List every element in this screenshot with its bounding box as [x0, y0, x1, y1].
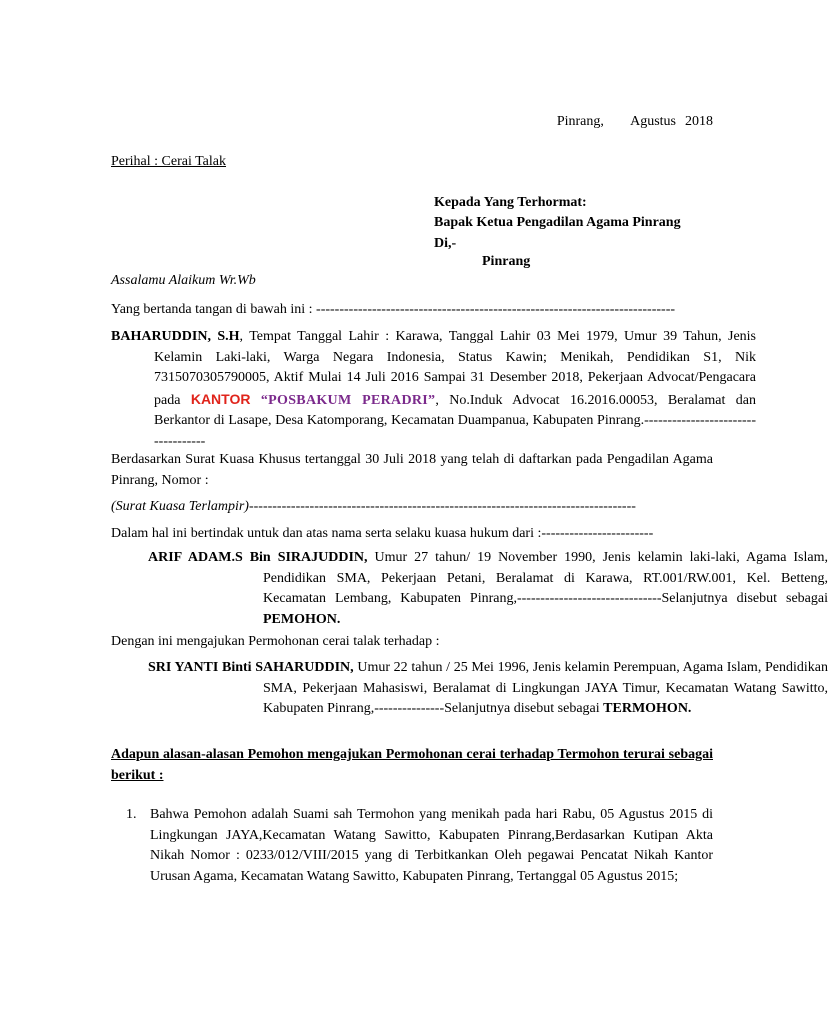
- counsel-details-1: , Tempat Tanggal Lahir : Karawa, Tanggal Lahir 03 Mei 1979, Umur 39 Tahun, Jenis Kelamin Laki-laki, Warga Negara Indonesia, Status Kawin; Menikah, Pendidikan S1, Nik 7315070305790005, Aktif Mulai 14 Juli 2016 Sampai 31 Desember 2018, Pekerjaan Advocat/Pengacara pada: [154, 329, 756, 408]
- item-number: 1.: [126, 807, 137, 822]
- intro-line: Yang bertanda tangan di bawah ini : -----------------------------------------------------------------------------: [111, 302, 676, 317]
- reasons-heading: Adapun alasan-alasan Pemohon mengajukan Permohonan cerai terhadap Termohon terurai sebagai berikut :: [111, 747, 713, 783]
- petitioner-details: Umur 27 tahun/ 19 November 1990, Jenis kelamin laki-laki, Agama Islam, Pendidikan SMA, Pekerjaan Petani, Beralamat di Karawa, RT.001/RW.001, Kel. Betteng, Kecamatan Lembang, Kabupaten Pinrang,-------------------------------Selanjutnya disebut sebagai: [263, 550, 828, 606]
- respondent-role: TERMOHON.: [603, 701, 692, 716]
- office-name: “POSBAKUM PERADRI”: [260, 392, 436, 408]
- filing-line: Dengan ini mengajukan Permohonan cerai talak terhadap :: [111, 634, 440, 649]
- respondent-name: SRI YANTI Binti SAHARUDDIN,: [148, 660, 354, 675]
- petitioner-role: PEMOHON.: [263, 611, 341, 627]
- recipient-line-2: Bapak Ketua Pengadilan Agama Pinrang: [434, 215, 681, 230]
- recipient-line-1: Kepada Yang Terhormat:: [434, 195, 587, 210]
- counsel-paragraph: [111, 327, 756, 452]
- counsel-name: BAHARUDDIN, S.H: [111, 329, 240, 344]
- acting-on-behalf-line: Dalam hal ini bertindak untuk dan atas nama serta selaku kuasa hukum dari :------------------------: [111, 526, 654, 541]
- attachment-dashes: -----------------------------------------------------------------------------------: [248, 499, 636, 514]
- item-text: Bahwa Pemohon adalah Suami sah Termohon yang menikah pada hari Rabu, 05 Agustus 2015 di Lingkungan JAYA,Kecamatan Watang Sawitto, Kabupaten Pinrang,Berdasarkan Kutipan Akta Nikah Nomor : 0233/012/VIII/2015 yang di Terbitkankan Oleh pegawai Pencatat Nikah Kantor Urusan Agama, Kecamatan Watang Sawitto, Kabupaten Pinrang, Tertanggal 05 Agustus 2015;: [150, 807, 713, 884]
- subject-line: Perihal : Cerai Talak: [111, 154, 227, 169]
- petitioner-paragraph: [148, 548, 828, 630]
- attachment-line: [111, 497, 713, 518]
- office-label: KANTOR: [190, 390, 251, 407]
- counsel-details-2: , No.Induk Advocat 16.2016.00053, Beralamat dan Berkantor di Lasape, Desa Katomporang, Kecamatan Duampanua, Kabupaten Pinrang.-----------------------------------: [154, 392, 756, 449]
- respondent-details: Umur 22 tahun / 25 Mei 1996, Jenis kelamin Perempuan, Agama Islam, Pendidikan SMA, Pekerjaan Mahasiswi, Beralamat di Lingkungan JAYA Timur, Kecamatan Watang Sawitto, Kabupaten Pinrang,---------------Selanjutnya disebut sebagai: [263, 660, 828, 716]
- letter-date: Pinrang, Agustus 2018: [556, 114, 713, 129]
- attachment-note: (Surat Kuasa Terlampir): [111, 499, 249, 514]
- petitioner-name: ARIF ADAM.S Bin SIRAJUDDIN,: [148, 550, 368, 565]
- power-of-attorney-paragraph: Berdasarkan Surat Kuasa Khusus tertanggal 30 Juli 2018 yang telah di daftarkan pada Pengadilan Agama Pinrang, Nomor :: [111, 452, 713, 488]
- greeting: Assalamu Alaikum Wr.Wb: [111, 273, 256, 288]
- recipient-city: Pinrang: [482, 254, 531, 269]
- respondent-paragraph: [148, 658, 828, 720]
- recipient-line-3: Di,-: [434, 236, 457, 251]
